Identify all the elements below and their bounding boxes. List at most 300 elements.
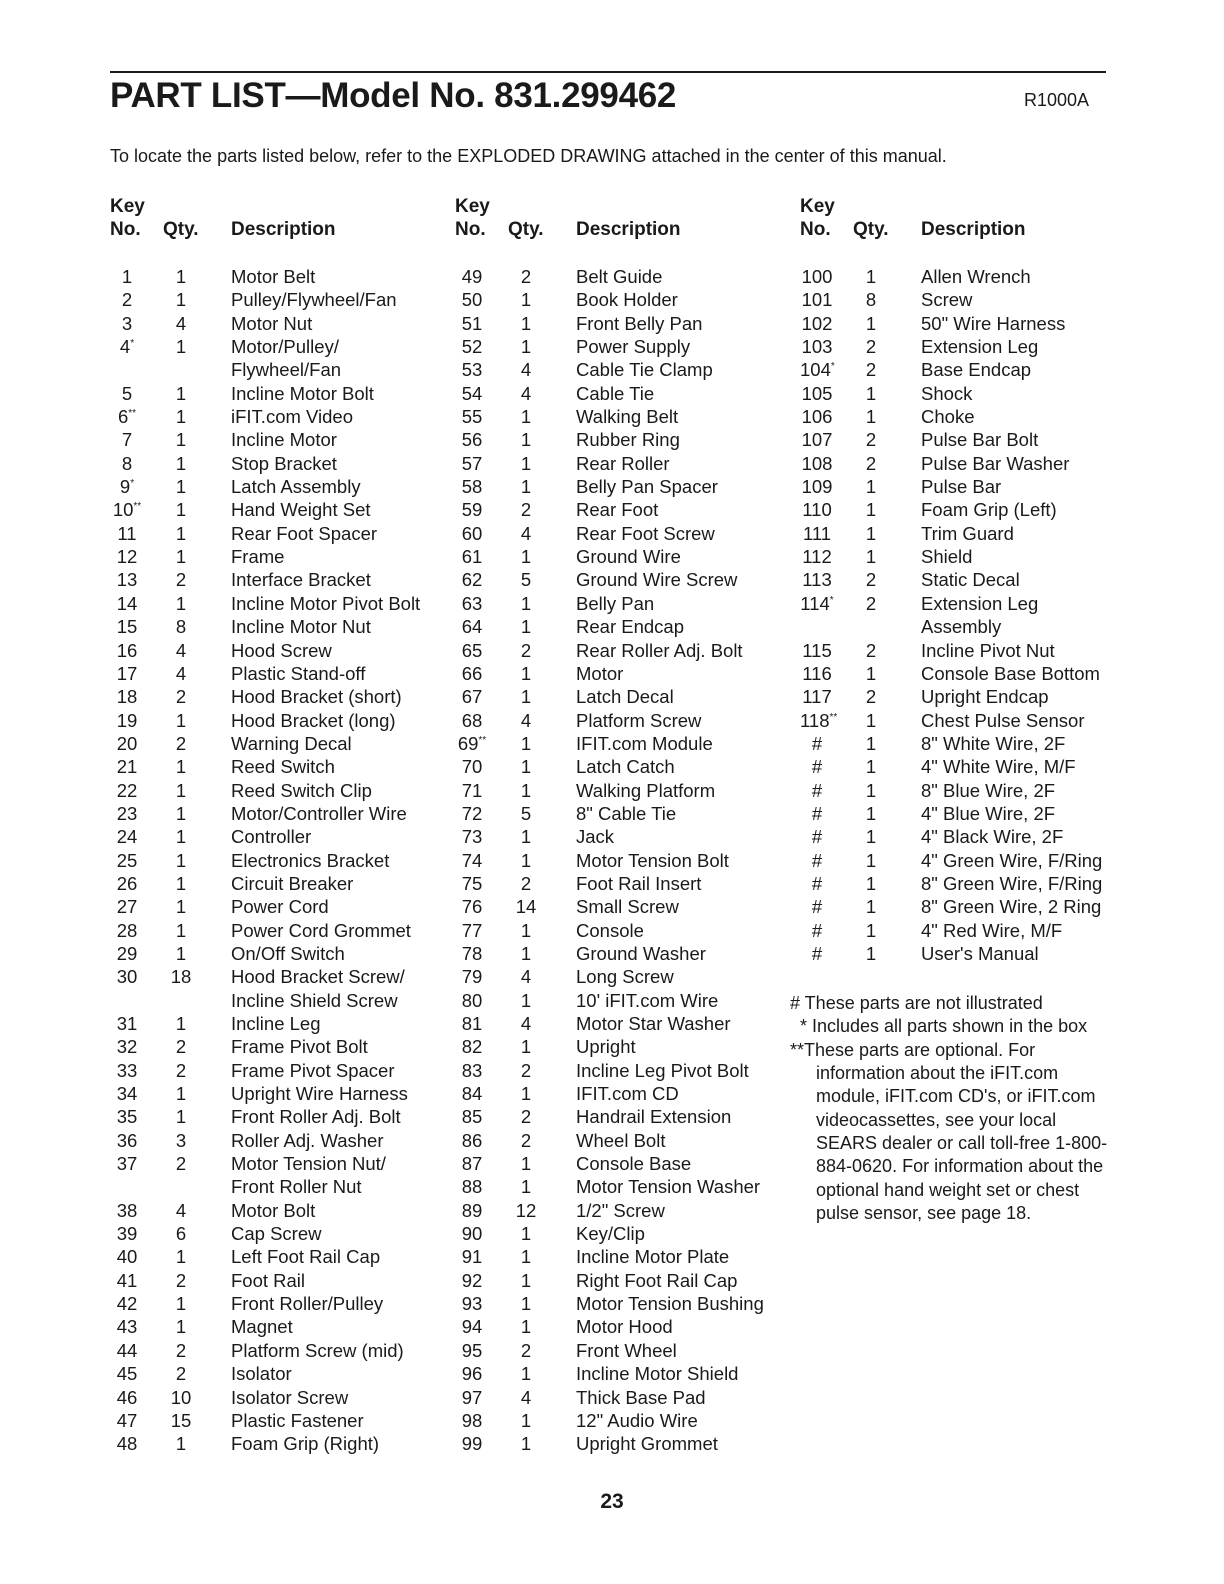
- quantity: 1: [520, 989, 532, 1011]
- part-row: [455, 872, 795, 895]
- key-number: [800, 428, 834, 451]
- key-number-value: 117: [802, 686, 832, 708]
- part-description: Long Screw: [576, 966, 674, 988]
- part-row: [110, 1362, 450, 1385]
- part-description: Incline Shield Screw: [231, 989, 398, 1011]
- part-description: Belt Guide: [576, 266, 663, 287]
- key-number: [110, 965, 144, 988]
- quantity: 1: [175, 592, 187, 614]
- key-number: [455, 1012, 489, 1035]
- quantity: 1: [520, 756, 532, 778]
- part-description: Key/Clip: [576, 1223, 645, 1245]
- key-number: [800, 942, 834, 965]
- key-number-value: 79: [461, 966, 483, 988]
- part-row: [455, 685, 795, 708]
- key-number-value: 27: [116, 896, 138, 918]
- key-number-value: 98: [461, 1409, 483, 1431]
- part-row: [455, 358, 795, 381]
- part-row: [455, 942, 795, 965]
- key-number: [800, 522, 834, 545]
- quantity: 1: [175, 266, 187, 287]
- part-description: Stop Bracket: [231, 452, 337, 474]
- part-row: [110, 522, 450, 545]
- key-number-value: 38: [116, 1199, 138, 1221]
- key-number: [110, 312, 144, 335]
- part-description: 8" Blue Wire, 2F: [921, 779, 1056, 801]
- key-number: [455, 1082, 489, 1105]
- part-description: Magnet: [231, 1316, 293, 1338]
- key-number-value: 105: [801, 382, 833, 404]
- part-row: [455, 405, 795, 428]
- quantity: 1: [175, 452, 187, 474]
- key-number: [455, 1152, 489, 1175]
- part-row: [110, 1386, 450, 1409]
- part-description: Shock: [921, 382, 973, 404]
- part-row: [800, 405, 1140, 428]
- part-row: [455, 265, 795, 288]
- key-number-value: 35: [116, 1106, 138, 1128]
- quantity: 1: [175, 1106, 187, 1128]
- key-number: [800, 358, 834, 381]
- key-number-value: 103: [801, 336, 833, 358]
- quantity: 1: [865, 546, 877, 568]
- part-description: Handrail Extension: [576, 1106, 732, 1128]
- part-row: [800, 895, 1140, 918]
- part-description: Rubber Ring: [576, 429, 680, 451]
- key-number-value: 55: [461, 406, 483, 428]
- part-description: Rear Roller: [576, 452, 670, 474]
- part-description: Upright Wire Harness: [231, 1083, 408, 1105]
- key-number-value: 34: [116, 1083, 138, 1105]
- parts-column-1: [110, 195, 450, 1456]
- key-number-value: 37: [116, 1153, 138, 1175]
- quantity: 2: [175, 1036, 187, 1058]
- quantity: 1: [520, 1246, 532, 1268]
- key-number-value: 11: [117, 522, 137, 544]
- part-row: [455, 1245, 795, 1268]
- quantity: 1: [175, 1013, 187, 1034]
- key-number-value: 101: [801, 289, 833, 311]
- part-description: Motor Belt: [231, 266, 316, 287]
- key-number-value: 29: [116, 942, 138, 964]
- key-number: [455, 1245, 489, 1268]
- quantity: 1: [520, 849, 532, 871]
- key-number-value: 108: [801, 452, 833, 474]
- column-header: [455, 195, 795, 265]
- key-number: [800, 709, 838, 732]
- key-number-value: 102: [801, 312, 833, 334]
- key-number: [455, 1386, 489, 1409]
- header-description: Description: [231, 219, 336, 240]
- part-row: [455, 1315, 795, 1338]
- part-description: IFIT.com Module: [576, 732, 713, 754]
- part-row: [110, 1175, 450, 1198]
- key-number: [455, 732, 489, 755]
- key-number: [455, 802, 489, 825]
- key-number: [110, 288, 144, 311]
- key-number: [455, 498, 489, 521]
- quantity: 1: [175, 872, 187, 894]
- quantity: 1: [520, 919, 532, 941]
- quantity: 4: [520, 709, 532, 731]
- quantity: 1: [520, 546, 532, 568]
- part-row: [800, 522, 1140, 545]
- key-number: [800, 662, 834, 685]
- key-number-value: 60: [461, 522, 483, 544]
- part-row: [110, 312, 450, 335]
- header-description: Description: [576, 219, 681, 240]
- key-number: [455, 989, 489, 1012]
- quantity: 4: [520, 359, 532, 381]
- key-number-value: 111: [802, 522, 832, 544]
- part-description: Pulley/Flywheel/Fan: [231, 289, 397, 311]
- part-description: Foot Rail Insert: [576, 872, 702, 894]
- key-number: [455, 1315, 489, 1338]
- part-row: [110, 1152, 450, 1175]
- part-description: Cable Tie Clamp: [576, 359, 713, 381]
- key-number-value: 91: [461, 1246, 483, 1268]
- footnote-marker: *: [130, 338, 135, 350]
- quantity: 2: [175, 1153, 187, 1175]
- key-number-value: 30: [116, 966, 138, 988]
- quantity: 1: [520, 452, 532, 474]
- part-row: [800, 639, 1140, 662]
- part-description: 10' iFIT.com Wire: [576, 989, 719, 1011]
- key-number-value: 48: [116, 1433, 138, 1455]
- quantity: 2: [175, 1269, 187, 1291]
- part-description: Front Roller Nut: [231, 1176, 362, 1198]
- key-number-value: 96: [461, 1363, 483, 1385]
- quantity: 1: [175, 1246, 187, 1268]
- key-number-value: 47: [116, 1409, 138, 1431]
- note-optional: **These parts are optional. For information about the iFIT.com module, iFIT.com CD's, or iFIT.com videocassettes, see your local SEARS dealer or call toll-free 1-800-884-0620. For information about the optional hand weight set or chest pulse sensor, see page 18.: [790, 1039, 1108, 1224]
- key-number: [455, 1222, 489, 1245]
- part-row: [800, 849, 1140, 872]
- header-no: No.: [800, 219, 831, 240]
- key-number-value: 52: [461, 336, 483, 358]
- part-description: Hood Screw: [231, 639, 332, 661]
- part-description: On/Off Switch: [231, 942, 345, 964]
- part-row: [110, 779, 450, 802]
- part-row: [455, 1339, 795, 1362]
- key-number-value: 90: [461, 1223, 483, 1245]
- key-number: [455, 405, 489, 428]
- part-description: Console Base: [576, 1153, 692, 1175]
- part-row: [110, 662, 450, 685]
- part-description: Power Supply: [576, 336, 691, 358]
- part-description: Rear Foot: [576, 499, 659, 521]
- footnotes: [790, 992, 1110, 1225]
- quantity: 1: [865, 919, 877, 941]
- part-description: 8" White Wire, 2F: [921, 732, 1066, 754]
- quantity: 1: [175, 522, 187, 544]
- part-row: [455, 452, 795, 475]
- part-row: [800, 545, 1140, 568]
- part-description: Walking Platform: [576, 779, 716, 801]
- part-row: [110, 1432, 450, 1455]
- part-row: [800, 872, 1140, 895]
- quantity: 4: [175, 1199, 187, 1221]
- key-number: [800, 592, 834, 615]
- quantity: 1: [175, 429, 187, 451]
- part-row: [455, 288, 795, 311]
- key-number-value: 76: [461, 896, 483, 918]
- quantity: 1: [520, 826, 532, 848]
- key-number-value: #: [811, 756, 823, 778]
- part-description: Incline Motor Bolt: [231, 382, 374, 404]
- part-description: Cap Screw: [231, 1223, 322, 1245]
- key-number: [110, 1269, 144, 1292]
- part-row: [110, 709, 450, 732]
- key-number-value: 85: [461, 1106, 483, 1128]
- part-description: Rear Foot Spacer: [231, 522, 378, 544]
- key-number-value: 113: [802, 569, 832, 591]
- part-description: 8" Cable Tie: [576, 802, 677, 824]
- key-number: [110, 1432, 144, 1455]
- part-row: [110, 1222, 450, 1245]
- key-number: [110, 639, 144, 662]
- part-row: [455, 802, 795, 825]
- part-description: 4" Red Wire, M/F: [921, 919, 1063, 941]
- part-description: Book Holder: [576, 289, 678, 311]
- part-row: [455, 545, 795, 568]
- key-number: [110, 1152, 144, 1175]
- part-description: Small Screw: [576, 896, 679, 918]
- key-number: [800, 568, 834, 591]
- quantity: 1: [520, 1153, 532, 1175]
- key-number-value: 59: [461, 499, 483, 521]
- key-number: [800, 685, 834, 708]
- key-number-value: 74: [461, 849, 483, 871]
- quantity: 1: [865, 756, 877, 778]
- part-description: Cable Tie: [576, 382, 655, 404]
- part-description: Motor Star Washer: [576, 1013, 731, 1034]
- part-description: Front Belly Pan: [576, 312, 703, 334]
- part-row: [110, 1035, 450, 1058]
- key-number: [455, 1035, 489, 1058]
- part-description: Pulse Bar Washer: [921, 452, 1070, 474]
- key-number-value: 45: [116, 1363, 138, 1385]
- key-number-value: 28: [116, 919, 138, 941]
- quantity: 1: [520, 1409, 532, 1431]
- key-number: [110, 568, 144, 591]
- key-number: [800, 639, 834, 662]
- key-number: [455, 358, 489, 381]
- key-number-value: 33: [116, 1059, 138, 1081]
- header-no: No.: [110, 219, 141, 240]
- key-number-value: 49: [461, 266, 483, 287]
- part-row: [455, 1059, 795, 1082]
- quantity: 10: [170, 1386, 192, 1408]
- key-number: [455, 872, 489, 895]
- part-row: [800, 942, 1140, 965]
- quantity: 1: [865, 406, 877, 428]
- quantity: 1: [520, 1223, 532, 1245]
- part-description: 4" White Wire, M/F: [921, 756, 1076, 778]
- quantity: 2: [520, 1339, 532, 1361]
- key-number: [455, 919, 489, 942]
- part-description: Frame Pivot Bolt: [231, 1036, 368, 1058]
- part-description: Console Base Bottom: [921, 662, 1100, 684]
- key-number: [110, 895, 144, 918]
- footnote-marker: *: [829, 594, 834, 606]
- key-number: [455, 825, 489, 848]
- key-number-value: 39: [116, 1223, 138, 1245]
- intro-text: To locate the parts listed below, refer to the EXPLODED DRAWING attached in the center of this manual.: [110, 146, 947, 166]
- part-row: [110, 475, 450, 498]
- key-number: [455, 662, 489, 685]
- quantity: 1: [520, 616, 532, 638]
- part-description: Platform Screw (mid): [231, 1339, 404, 1361]
- part-row: [455, 1199, 795, 1222]
- part-row: [800, 452, 1140, 475]
- key-number: [110, 1105, 144, 1128]
- key-number: [110, 545, 144, 568]
- part-description: Latch Assembly: [231, 476, 361, 498]
- key-number: [800, 312, 834, 335]
- part-description: Pulse Bar Bolt: [921, 429, 1039, 451]
- part-row: [800, 662, 1140, 685]
- part-description: Chest Pulse Sensor: [921, 709, 1085, 731]
- header-qty: Qty.: [163, 219, 199, 240]
- key-number: [455, 288, 489, 311]
- key-number-value: 72: [461, 802, 483, 824]
- part-row: [110, 1269, 450, 1292]
- part-row: [455, 1409, 795, 1432]
- quantity: 2: [520, 639, 532, 661]
- key-number: [455, 1269, 489, 1292]
- part-description: Power Cord Grommet: [231, 919, 411, 941]
- key-number: [110, 1315, 144, 1338]
- key-number-value: #: [811, 732, 823, 754]
- quantity: 2: [520, 1129, 532, 1151]
- part-description: Console: [576, 919, 644, 941]
- part-description: Motor/Controller Wire: [231, 802, 407, 824]
- key-number-value: 87: [461, 1153, 483, 1175]
- quantity: 1: [520, 312, 532, 334]
- part-row: [455, 662, 795, 685]
- part-row: [455, 1432, 795, 1455]
- quantity: 1: [520, 1036, 532, 1058]
- footnote-marker: **: [829, 711, 838, 723]
- part-row: [110, 802, 450, 825]
- key-number-value: 1: [121, 266, 133, 287]
- part-description: Jack: [576, 826, 615, 848]
- key-number-value: 16: [116, 639, 138, 661]
- quantity: 1: [865, 872, 877, 894]
- key-number-value: 26: [116, 872, 138, 894]
- key-number-value: 57: [461, 452, 483, 474]
- key-number: [455, 335, 489, 358]
- part-row: [110, 288, 450, 311]
- part-row: [110, 358, 450, 381]
- part-description: Hand Weight Set: [231, 499, 371, 521]
- key-number-value: #: [811, 802, 823, 824]
- part-description: Incline Motor Nut: [231, 616, 371, 638]
- quantity: 2: [520, 1059, 532, 1081]
- key-number-value: 84: [461, 1083, 483, 1105]
- key-number-value: #: [811, 779, 823, 801]
- key-number-value: 42: [116, 1293, 138, 1315]
- parts-rows: [110, 265, 450, 1456]
- quantity: 1: [520, 1316, 532, 1338]
- quantity: 1: [520, 686, 532, 708]
- part-row: [455, 779, 795, 802]
- key-number: [455, 1105, 489, 1128]
- key-number-value: 86: [461, 1129, 483, 1151]
- part-row: [110, 428, 450, 451]
- key-number: [455, 1292, 489, 1315]
- quantity: 2: [520, 499, 532, 521]
- part-row: [800, 685, 1140, 708]
- quantity: 1: [865, 499, 877, 521]
- part-row: [110, 685, 450, 708]
- key-number-value: 82: [461, 1036, 483, 1058]
- part-row: [110, 1245, 450, 1268]
- part-row: [455, 1222, 795, 1245]
- key-number: [455, 522, 489, 545]
- quantity: 1: [520, 476, 532, 498]
- quantity: 1: [865, 662, 877, 684]
- part-description: Incline Motor: [231, 429, 337, 451]
- key-number-value: 77: [461, 919, 483, 941]
- part-description: Motor Tension Washer: [576, 1176, 761, 1198]
- key-number: [800, 755, 834, 778]
- key-number: [110, 1199, 144, 1222]
- quantity: 14: [515, 896, 537, 918]
- key-number: [800, 498, 834, 521]
- part-description: Frame Pivot Spacer: [231, 1059, 395, 1081]
- key-number-value: 8: [121, 452, 133, 474]
- part-row: [455, 1129, 795, 1152]
- key-number: [110, 1059, 144, 1082]
- key-number-value: 24: [116, 826, 138, 848]
- key-number-value: #: [811, 872, 823, 894]
- quantity: 1: [865, 849, 877, 871]
- part-description: Reed Switch: [231, 756, 335, 778]
- key-number: [110, 755, 144, 778]
- key-number-value: 9: [119, 476, 131, 498]
- quantity: 4: [520, 966, 532, 988]
- part-description: Motor: [576, 662, 624, 684]
- quantity: 1: [175, 1293, 187, 1315]
- part-row: [110, 382, 450, 405]
- part-description: Incline Leg Pivot Bolt: [576, 1059, 749, 1081]
- part-description: Pulse Bar: [921, 476, 1002, 498]
- part-description: Circuit Breaker: [231, 872, 354, 894]
- part-description: 8" Green Wire, F/Ring: [921, 872, 1103, 894]
- quantity: 4: [175, 662, 187, 684]
- part-description: Incline Leg: [231, 1013, 321, 1034]
- key-number: [455, 592, 489, 615]
- part-row: [110, 1059, 450, 1082]
- key-number-value: 31: [116, 1013, 138, 1034]
- part-row: [110, 568, 450, 591]
- key-number-value: #: [811, 919, 823, 941]
- part-row: [455, 1012, 795, 1035]
- key-number-value: 5: [121, 382, 133, 404]
- header-key: Key: [800, 196, 835, 217]
- note-includes: * Includes all parts shown in the box: [800, 1016, 1088, 1037]
- part-description: Motor Hood: [576, 1316, 673, 1338]
- key-number: [455, 639, 489, 662]
- quantity: 1: [175, 802, 187, 824]
- part-description: Motor Tension Bushing: [576, 1293, 764, 1315]
- part-description: Front Wheel: [576, 1339, 677, 1361]
- key-number-value: 89: [461, 1199, 483, 1221]
- part-row: [455, 895, 795, 918]
- quantity: 1: [175, 826, 187, 848]
